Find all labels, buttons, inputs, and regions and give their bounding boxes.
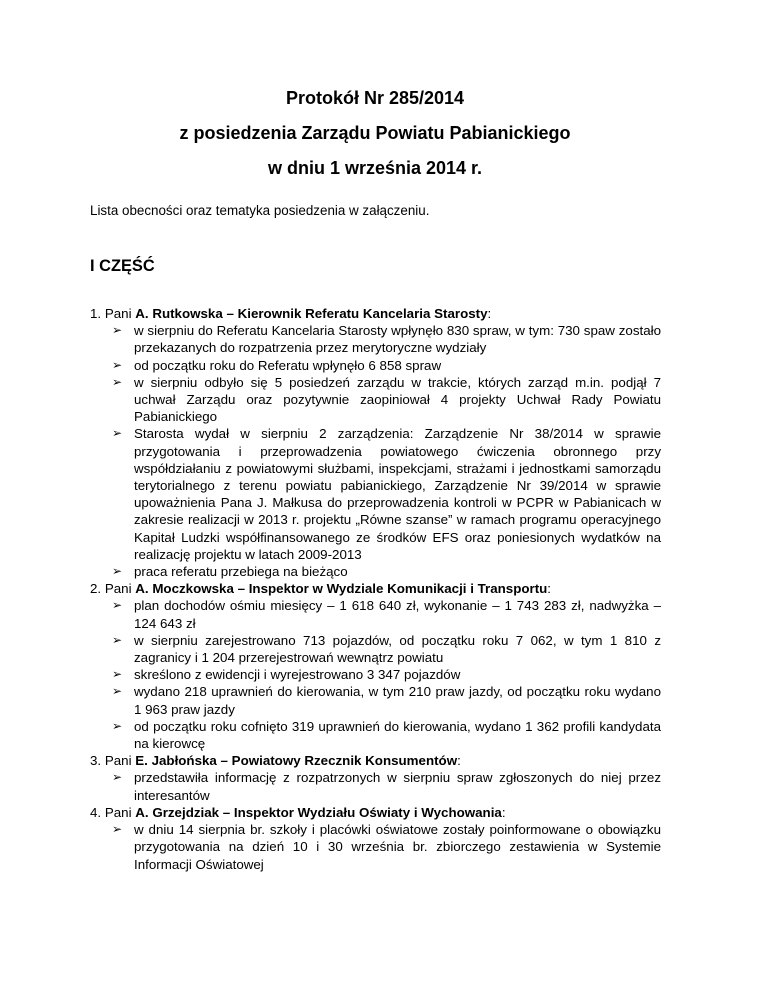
bullet-text: praca referatu przebiega na bieżąco	[134, 564, 348, 580]
document-date: w dniu 1 września 2014 r.	[267, 158, 483, 178]
arrow-bullet-icon: ➢	[112, 374, 123, 389]
bullet-text: od początku roku cofnięto 319 uprawnień do kierowania, wydano 1 362 profili kandydata na kierowcę	[134, 718, 661, 752]
bullet-point	[90, 683, 661, 717]
bullet-list	[90, 597, 661, 752]
bullet-list	[90, 769, 661, 803]
document-title: Protokół Nr 285/2014	[285, 88, 465, 108]
bullet-point	[90, 597, 661, 631]
bullet-text: skreślono z ewidencji i wyrejestrowano 3 347 pojazdów	[134, 667, 461, 683]
bullet-point	[90, 718, 661, 752]
agenda-item	[90, 752, 661, 804]
bullet-point	[90, 357, 661, 374]
arrow-bullet-icon: ➢	[112, 770, 123, 785]
section-title: I CZĘŚĆ	[90, 257, 155, 275]
arrow-bullet-icon: ➢	[112, 357, 123, 372]
bullet-point	[90, 563, 661, 580]
bullet-point	[90, 374, 661, 426]
arrow-bullet-icon: ➢	[112, 684, 123, 699]
bullet-list	[90, 322, 661, 580]
bullet-text: w sierpniu zarejestrowano 713 pojazdów, od początku roku 7 062, w tym 1 810 z zagranicy i 1 204 przerejestrowań wewnątrz powiatu	[134, 632, 661, 666]
bullet-point	[90, 666, 661, 683]
arrow-bullet-icon: ➢	[112, 632, 123, 647]
bullet-text: Starosta wydał w sierpniu 2 zarządzenia: Zarządzenie Nr 38/2014 w sprawie przygotowania i przeprowadzenia powiatowego ćwiczenia obronnego przy współdziałaniu z powiatowymi służbami, inspekcjami, strażami i jednostkami samorządu terytorialnego z terenu powiatu pabianickiego, Zarządzenie Nr 39/2014 w sprawie upoważnienia Pana J. Małkusa do przeprowadzenia kontroli w PCPR w Pabianicach w zakresie realizacji w 2013 r. projektu „Równe szanse” w ramach programu operacyjnego Kapitał Ludzki współfinansowanego ze środków EFS oraz poniesionych wydatków na realizację projektu w latach 2009-2013	[134, 426, 661, 562]
arrow-bullet-icon: ➢	[112, 426, 123, 441]
agenda-item-number: 4. Pani	[90, 804, 136, 820]
agenda-item-number: 2. Pani	[90, 581, 136, 597]
agenda-item-speaker: A. Moczkowska – Inspektor w Wydziale Komunikacji i Transportu	[135, 581, 548, 597]
agenda-item-heading	[90, 804, 661, 821]
agenda-item	[90, 580, 661, 752]
agenda-item-colon: :	[547, 581, 552, 597]
arrow-bullet-icon: ➢	[112, 564, 123, 579]
agenda-item-colon: :	[487, 306, 492, 321]
agenda-item-number: 3. Pani	[90, 753, 136, 769]
agenda-item-number: 1. Pani	[90, 306, 136, 321]
agenda-item	[90, 804, 661, 873]
document-subtitle: z posiedzenia Zarządu Powiatu Pabianickiego	[179, 123, 571, 143]
bullet-text: plan dochodów ośmiu miesięcy – 1 618 640 zł, wykonanie – 1 743 283 zł, nadwyżka – 124 643 zł	[134, 598, 661, 631]
agenda-item-heading	[90, 752, 661, 769]
arrow-bullet-icon: ➢	[112, 323, 123, 338]
bullet-point	[90, 769, 661, 803]
arrow-bullet-icon: ➢	[112, 667, 123, 682]
bullet-point	[90, 425, 661, 563]
agenda-item-colon: :	[501, 804, 506, 820]
bullet-point	[90, 322, 661, 356]
bullet-point	[90, 632, 661, 666]
arrow-bullet-icon: ➢	[112, 598, 123, 613]
agenda-item-heading	[90, 580, 661, 597]
items-list	[90, 305, 661, 873]
arrow-bullet-icon: ➢	[112, 718, 123, 733]
bullet-text: od początku roku do Referatu wpłynęło 6 858 spraw	[134, 357, 442, 373]
bullet-text: przedstawiła informację z rozpatrzonych w sierpniu spraw zgłoszonych do niej przez interesantów	[134, 770, 661, 803]
bullet-text: w sierpniu do Referatu Kancelaria Starosty wpłynęło 830 spraw, w tym: 730 spaw zostało przekazanych do rozpatrzenia przez merytoryczne wydziały	[134, 323, 661, 356]
intro-text: Lista obecności oraz tematyka posiedzenia w załączeniu.	[90, 203, 430, 218]
agenda-item-colon: :	[457, 753, 461, 769]
agenda-item-speaker: A. Rutkowska – Kierownik Referatu Kancelaria Starosty	[135, 306, 488, 321]
bullet-text: w sierpniu odbyło się 5 posiedzeń zarządu w trakcie, których zarząd m.in. podjął 7 uchwał Zarządu oraz pozytywnie zaopiniował 4 projekty Uchwał Rady Powiatu Pabianickiego	[134, 374, 661, 425]
agenda-item-speaker: E. Jabłońska – Powiatowy Rzecznik Konsumentów	[135, 753, 458, 769]
agenda-item-speaker: A. Grzejdziak – Inspektor Wydziału Oświaty i Wychowania	[135, 804, 502, 820]
bullet-point	[90, 821, 661, 873]
bullet-list	[90, 821, 661, 873]
agenda-item-heading	[90, 305, 661, 322]
bullet-text: w dniu 14 sierpnia br. szkoły i placówki oświatowe zostały poinformowane o obowiązku przygotowania na dzień 10 i 30 września br. zbiorczego zestawienia w Systemie Informacji Oświatowej	[134, 822, 661, 872]
agenda-item	[90, 305, 661, 580]
arrow-bullet-icon: ➢	[112, 822, 123, 837]
bullet-text: wydano 218 uprawnień do kierowania, w tym 210 praw jazdy, od początku roku wydano 1 963 praw jazdy	[134, 684, 661, 717]
